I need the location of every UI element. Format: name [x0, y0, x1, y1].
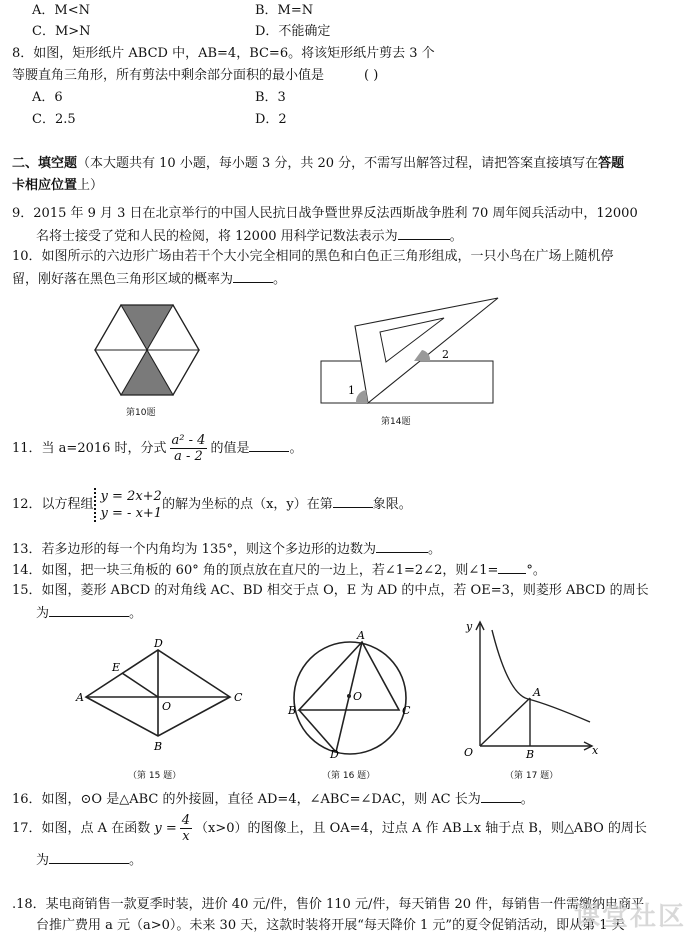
q10-line1: 10．如图所示的六边形广场由若干个大小完全相同的黑色和白色正三角形组成，一只小鸟在广场上随机停	[12, 249, 614, 264]
q15-line1: 15．如图，菱形 ABCD 的对角线 AC、BD 相交于点 O，E 为 AD 的中点，若 OE=3，则菱形 ABCD 的周长	[12, 583, 649, 598]
figure-10-hexagon	[92, 303, 202, 403]
section-heading: 二、填空题（本大题共有 10 小题，每小题 3 分，共 20 分，不需写出解答过程，请把答案直接填写在答题	[12, 156, 625, 171]
section-heading-line2: 卡相应位置上）	[12, 178, 104, 193]
point-a-label: A	[76, 691, 84, 704]
point-b-label: B	[288, 704, 297, 717]
q7-option-d: D．不能确定	[255, 24, 331, 39]
point-o-label: O	[353, 690, 363, 703]
point-e-label: E	[112, 661, 121, 674]
q8-line1: 8．如图，矩形纸片 ABCD 中，AB=4，BC=6。将该矩形纸片剪去 3 个	[12, 46, 435, 61]
q8-option-b: B．3	[255, 90, 286, 105]
answer-blank	[481, 789, 521, 803]
q9-line1: 9．2015 年 9 月 3 日在北京举行的中国人民抗日战争暨世界反法西斯战争胜利 70 周年阅兵活动中，12000	[12, 206, 638, 221]
point-a-label: A	[533, 686, 541, 699]
q7-option-c: C．M>N	[32, 24, 91, 39]
fraction: $\frac{4}{x}$	[181, 813, 190, 844]
q9-line2: 名将士接受了党和人民的检阅，将 12000 用科学记数法表示为 。	[36, 226, 463, 246]
point-a-label: A	[357, 629, 365, 642]
point-c-label: C	[402, 704, 411, 717]
q11: 11．当 a=2016 时，分式 $\frac{\text{a² - 4}}{a - 2}$ 的值是 。	[12, 433, 303, 464]
point-c-label: C	[234, 691, 243, 704]
answer-blank	[376, 539, 428, 553]
figure-16-circle	[287, 630, 417, 760]
figure-17-caption: （第 17 题）	[505, 771, 559, 781]
x-axis-label: x	[592, 744, 599, 757]
point-b-label: B	[526, 748, 535, 761]
q8-option-d: D．2	[255, 112, 287, 127]
q18-line1: .18．某电商销售一款夏季时装，进价 40 元/件，售价 110 元/件，每天销售 20 件，每销售一件需缴纳电商平	[12, 897, 645, 912]
q8-option-c: C．2.5	[32, 112, 76, 127]
point-o-label: O	[162, 700, 172, 713]
y-axis-label: y	[466, 620, 473, 633]
figure-15-rhombus	[74, 637, 244, 760]
answer-blank	[49, 603, 129, 617]
figure-17-graph	[462, 620, 602, 760]
q17-line1: 17．如图，点 A 在函数 y = $\frac{4}{x}$ （x>0）的图像上，且 OA=4，过点 A 作 AB⊥x 轴于点 B，则△ABO 的周长	[12, 813, 647, 844]
figure-16-caption: （第 16 题）	[322, 771, 376, 781]
answer-blank	[333, 494, 373, 508]
answer-blank	[398, 226, 450, 240]
q7-option-a: A．M<N	[32, 3, 90, 18]
fraction: $\frac{\text{a² - 4}}{a - 2}$	[171, 433, 206, 464]
q10-line2: 留，刚好落在黑色三角形区域的概率为 。	[12, 269, 286, 289]
figure-14-set-square	[318, 296, 508, 411]
answer-blank	[233, 269, 273, 283]
q8-line2: 等腰直角三角形，所有剪法中剩余部分面积的最小值是 ( )	[12, 68, 379, 83]
q16: 16．如图，⊙O 是△ABC 的外接圆，直径 AD=4，∠ABC=∠DAC，则 AC 长为 。	[12, 789, 534, 809]
q14: 14．如图，把一块三角板的 60° 角的顶点放在直尺的一边上，若∠1=2∠2，则∠1= °。	[12, 560, 546, 580]
watermark: 课堂社区	[573, 902, 686, 932]
answer-blank	[498, 560, 526, 574]
q18-line2: 台推广费用 a 元（a>0）。未来 30 天，这款时装将开展“每天降价 1 元”的夏令促销活动，即从第 1 天	[36, 918, 625, 933]
q15-line2: 为 。	[36, 603, 142, 623]
figure-15-caption: （第 15 题）	[128, 771, 182, 781]
angle-2-label: 2	[442, 348, 449, 361]
q12: 12．以方程组 y = 2x+2 y = - x+1 的解为坐标的点（x，y）在第 象限。	[12, 488, 412, 521]
figure-10-caption: 第10题	[126, 408, 156, 418]
angle-1-label: 1	[348, 384, 355, 397]
equation-system: y = 2x+2 y = - x+1	[94, 488, 163, 522]
point-b-label: B	[154, 740, 163, 753]
origin-label: O	[464, 746, 474, 759]
answer-blank	[249, 438, 289, 452]
q8-option-a: A．6	[32, 90, 63, 105]
q17-line2: 为 。	[36, 850, 142, 870]
point-d-label: D	[330, 748, 339, 761]
point-d-label: D	[154, 637, 163, 650]
q13: 13．若多边形的每一个内角均为 135°，则这个多边形的边数为 。	[12, 539, 441, 559]
answer-blank	[49, 850, 129, 864]
q7-option-b: B．M=N	[255, 3, 314, 18]
figure-14-caption: 第14题	[381, 417, 411, 427]
